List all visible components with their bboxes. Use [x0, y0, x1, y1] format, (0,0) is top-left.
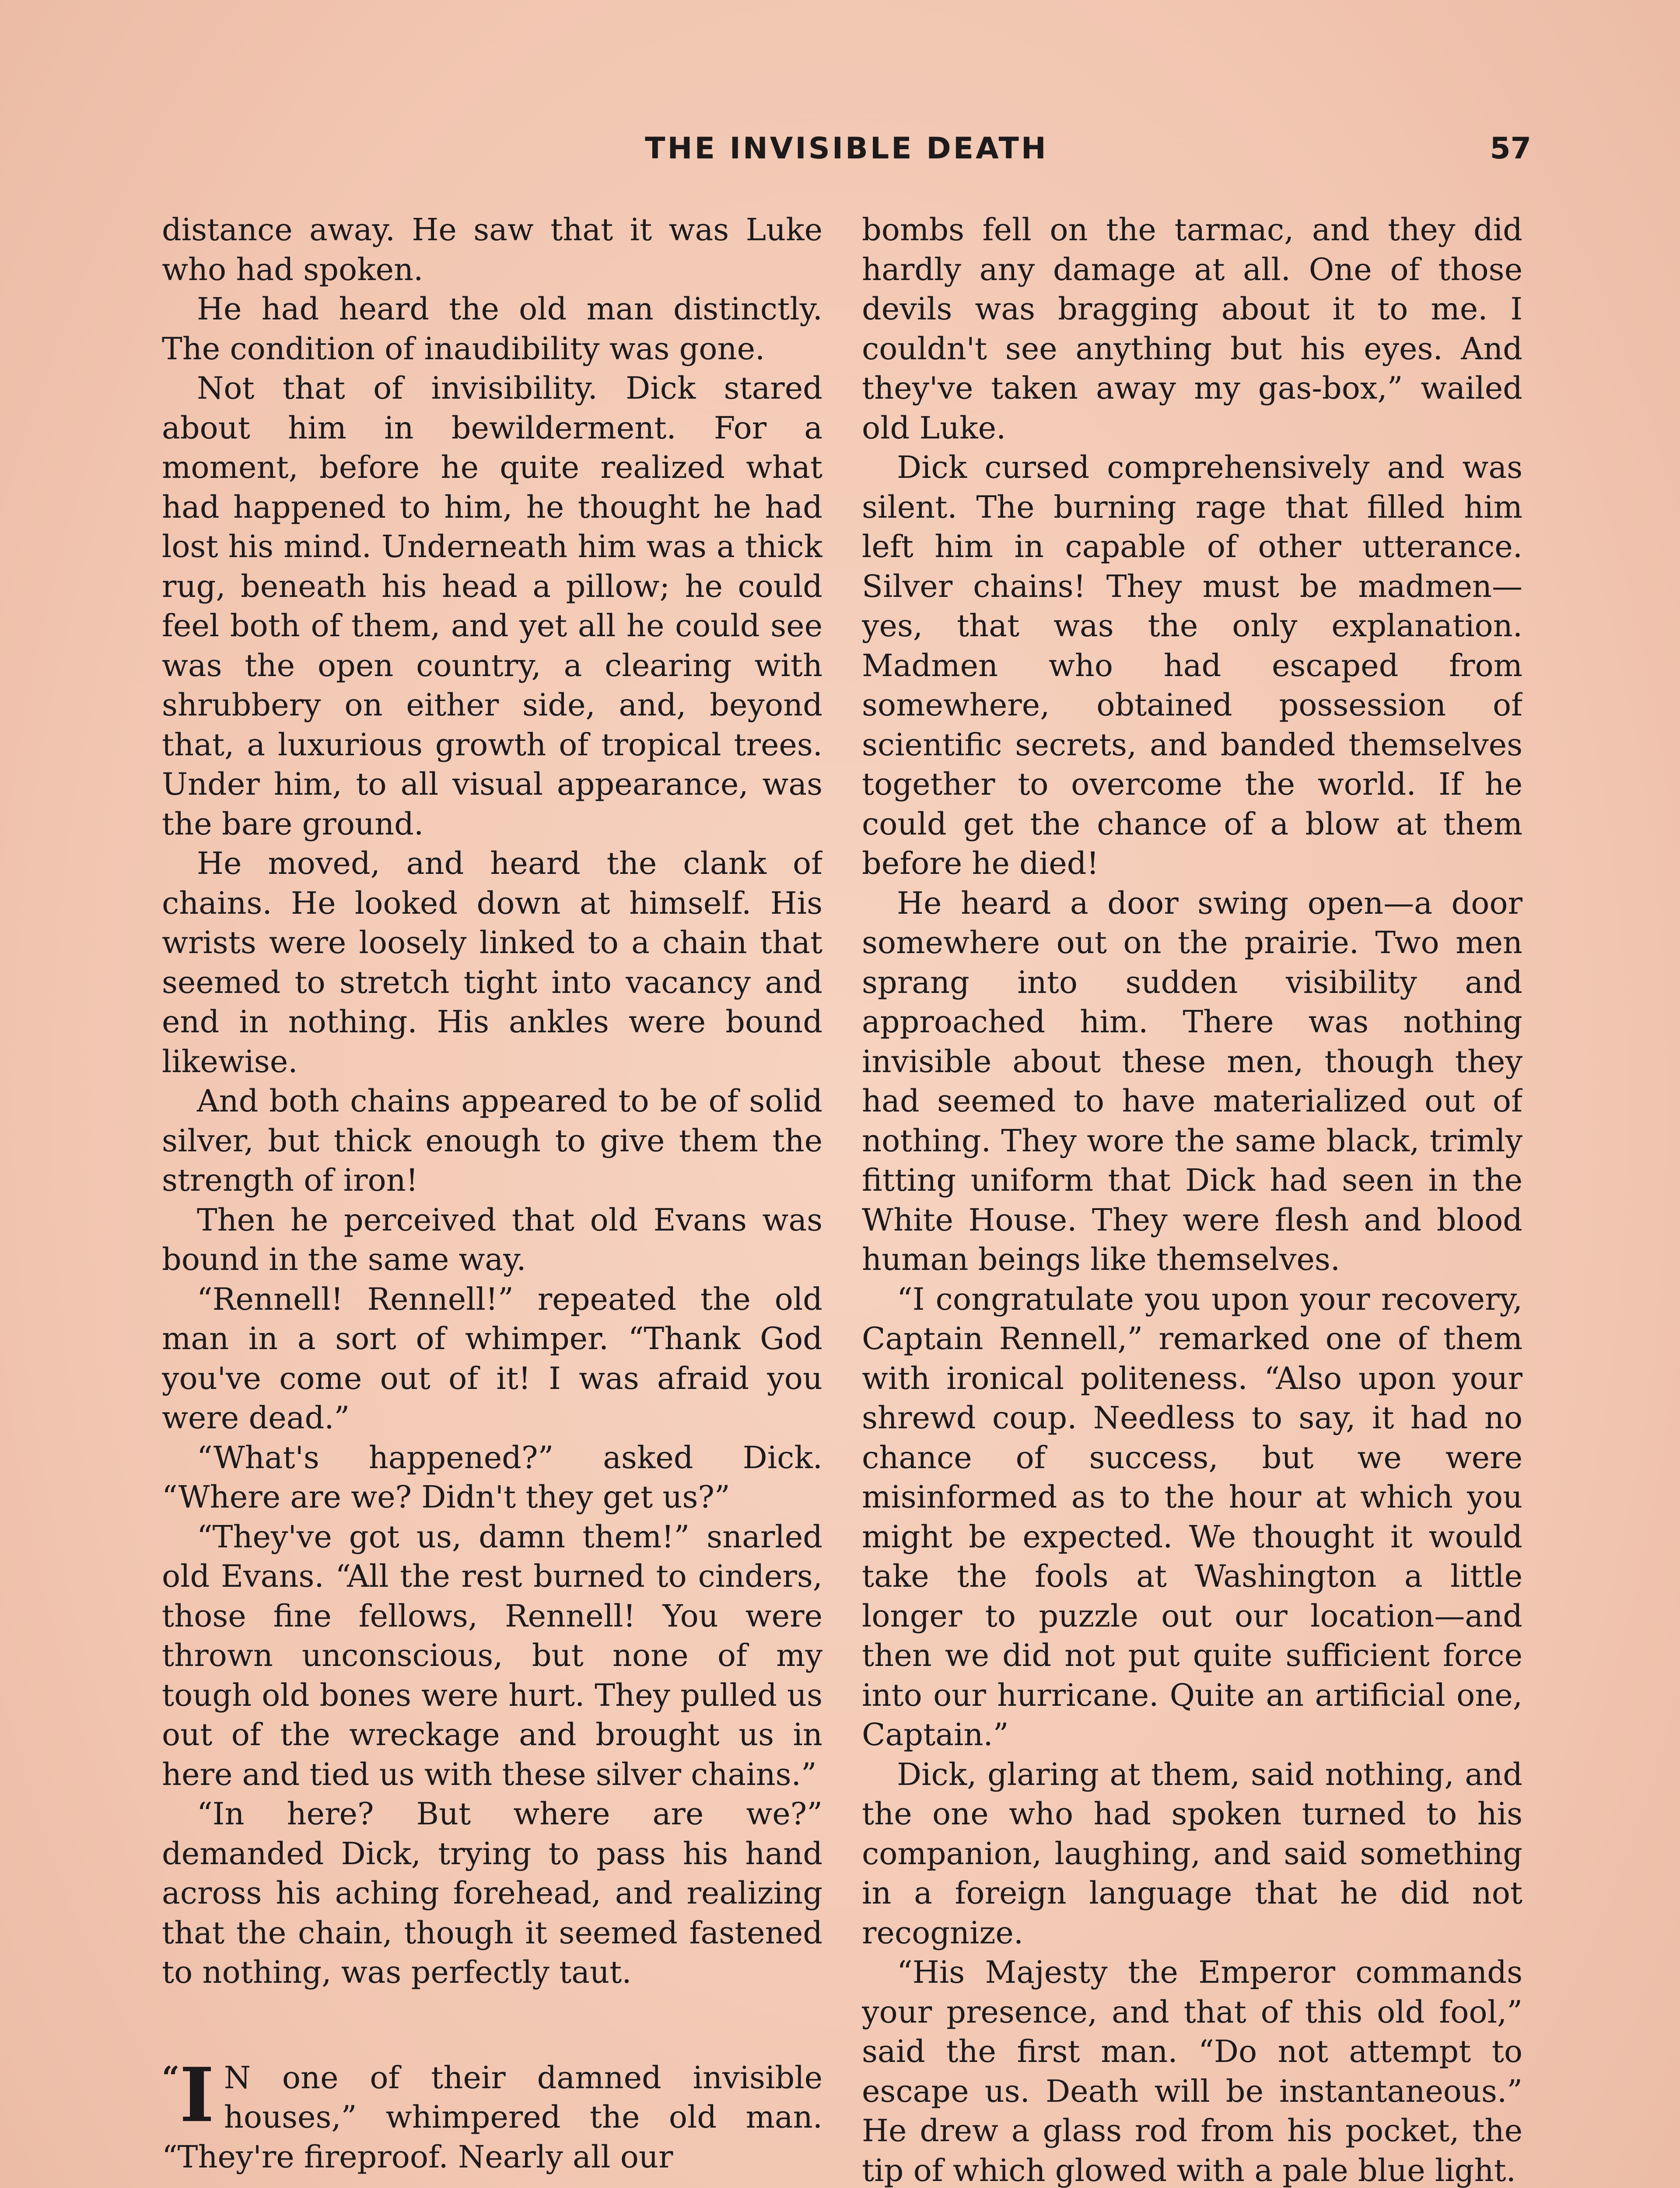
paragraph: “What's happened?” asked Dick. “Where are we? Didn't they get us?” [162, 1439, 822, 1515]
drop-cap-quote: “ [162, 2059, 180, 2096]
paragraph: Not that of invisibility. Dick stared about him in bewilderment. For a moment, before he quite realized what had happened to him, he thought he had lost his mind. Underneath him was a thick rug, beneath his head a pillow; he could feel both of them, and yet all he could see was the open country, a clearing with shrubbery on either side, and, beyond that, a luxurious growth of tropical trees. Under him, to all visual appearance, was the bare ground. [162, 370, 822, 842]
drop-cap [162, 2051, 214, 2139]
section-opening-paragraph [162, 2051, 822, 2177]
section-break [162, 1992, 822, 2058]
section-opening-text: N one of their damned invisible houses,” whimpered the old man. “They're fireproof. Nearly all our [162, 2059, 822, 2175]
paragraph: distance away. He saw that it was Luke who had spoken. [162, 212, 822, 288]
paragraph: And both chains appeared to be of solid silver, but thick enough to give them the strength of iron! [162, 1083, 822, 1198]
page-header [162, 131, 1531, 179]
paragraph: Dick, glaring at them, said nothing, and the one who had spoken turned to his companion, laughing, and said something in a foreign language that he did not recognize. [862, 1756, 1522, 1951]
paragraph: “Rennell! Rennell!” repeated the old man in a sort of whimper. “Thank God you've come out of it! I was afraid you were dead.” [162, 1281, 822, 1436]
paragraph: He heard a door swing open—a door somewhere out on the prairie. Two men sprang into sudden visibility and approached him. There was nothing invisible about these men, though they had seemed to have materialized out of nothing. They wore the same black, trimly fitting uniform that Dick had seen in the White House. They were flesh and blood human beings like themselves. [862, 885, 1522, 1277]
paragraph: bombs fell on the tarmac, and they did hardly any damage at all. One of those devils was bragging about it to me. I couldn't see anything but his eyes. And they've taken away my gas-box,” wailed old Luke. [862, 212, 1522, 446]
running-title: THE INVISIBLE DEATH [645, 131, 1048, 166]
page-number: 57 [1490, 131, 1531, 166]
right-column [862, 210, 1522, 2188]
paragraph: “They've got us, damn them!” snarled old Evans. “All the rest burned to cinders, those fine fellows, Rennell! You were thrown unconscious, but none of my tough old bones were hurt. They pulled us out of the wreckage and brought us in here and tied us with these silver chains.” [162, 1518, 822, 1792]
left-column [162, 210, 822, 2188]
paragraph: “I congratulate you upon your recovery, Captain Rennell,” remarked one of them with ironical politeness. “Also upon your shrewd coup. Needless to say, it had no chance of success, but we were misinformed as to the hour at which you might be expected. We thought it would take the fools at Washington a little longer to puzzle out our location—and then we did not put quite sufficient force into our hurricane. Quite an artificial one, Captain.” [862, 1281, 1522, 1753]
paragraph: Dick cursed comprehensively and was silent. The burning rage that filled him left him in capable of other utterance. Silver chains! They must be madmen—yes, that was the only explanation. Madmen who had escaped from somewhere, obtained possession of scientific secrets, and banded themselves together to overcome the world. If he could get the chance of a blow at them before he died! [862, 449, 1522, 881]
paragraph: Then he perceived that old Evans was bound in the same way. [162, 1202, 822, 1277]
drop-cap-initial: I [179, 2051, 214, 2139]
paragraph: He moved, and heard the clank of chains. He looked down at himself. His wrists were loosely linked to a chain that seemed to stretch tight into vacancy and end in nothing. His ankles were bound likewise. [162, 845, 822, 1080]
paragraph: He had heard the old man distinctly. The condition of inaudibility was gone. [162, 291, 822, 367]
paragraph: “In here? But where are we?” demanded Dick, trying to pass his hand across his aching forehead, and realizing that the chain, though it seemed fastened to nothing, was perfectly taut. [162, 1796, 822, 1990]
paragraph: “His Majesty the Emperor commands your presence, and that of this old fool,” said the first man. “Do not attempt to escape us. Death will be instantaneous.” He drew a glass rod from his pocket, the tip of which glowed with a pale blue light. [862, 1954, 1522, 2188]
